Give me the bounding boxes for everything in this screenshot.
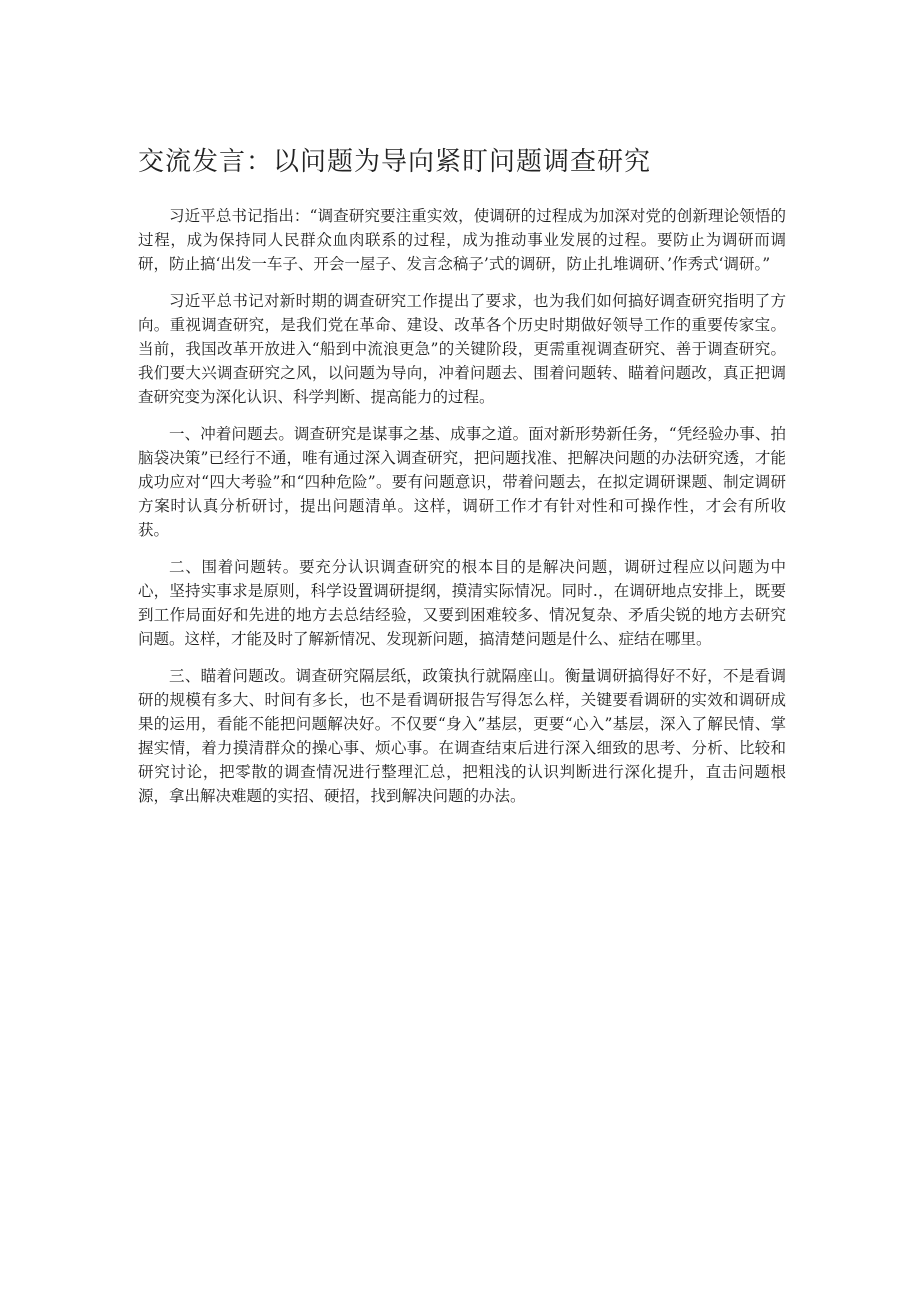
paragraph-overview: 习近平总书记对新时期的调查研究工作提出了要求，也为我们如何搞好调查研究指明了方向。重视调查研究，是我们党在革命、建设、改革各个历史时期做好领导工作的重要传家宝。当前，我国改革开放进入“船到中流浪更急”的关键阶段，更需重视调查研究、善于调查研究。我们要大兴调查研究之风，以问题为导向，冲着问题去、围着问题转、瞄着问题改，真正把调查研究变为深化认识、科学判断、提高能力的过程。 [138, 292, 786, 406]
paragraph-intro-quote: 习近平总书记指出：“调查研究要注重实效，使调研的过程成为加深对党的创新理论领悟的过程，成为保持同人民群众血肉联系的过程，成为推动事业发展的过程。要防止为调研而调研，防止搞‘出发一车子、开会一屋子、发言念稿子’式的调研，防止扎堆调研、’作秀式‘调研。” [138, 207, 786, 273]
document-page [138, 140, 786, 821]
paragraph-section-one: 一、冲着问题去。调查研究是谋事之基、成事之道。面对新形势新任务，“凭经验办事、拍脑袋决策”已经行不通，唯有通过深入调查研究，把问题找准、把解决问题的办法研究透，才能成功应对“四大考验”和“四种危险”。要有问题意识，带着问题去，在拟定调研课题、制定调研方案时认真分析研讨，提出问题清单。这样，调研工作才有针对性和可操作性，才会有所收获。 [138, 425, 786, 539]
paragraph-section-two: 二、围着问题转。要充分认识调查研究的根本目的是解决问题，调研过程应以问题为中心，坚持实事求是原则，科学设置调研提纲，摸清实际情况。同时.，在调研地点安排上，既要到工作局面好和先进的地方去总结经验，又要到困难较多、情况复杂、矛盾尖锐的地方去研究问题。这样，才能及时了解新情况、发现新问题，搞清楚问题是什么、症结在哪里。 [138, 558, 786, 648]
document-title: 交流发言：以问题为导向紧盯问题调查研究 [138, 147, 652, 177]
paragraph-section-three: 三、瞄着问题改。调查研究隔层纸，政策执行就隔座山。衡量调研搞得好不好，不是看调研的规模有多大、时间有多长，也不是看调研报告写得怎么样，关键要看调研的实效和调研成果的运用，看能不能把问题解决好。不仅要“身入”基层，更要“心入”基层，深入了解民情、掌握实情，着力摸清群众的操心事、烦心事。在调查结束后进行深入细致的思考、分析、比较和研究讨论，把零散的调查情况进行整理汇总，把粗浅的认识判断进行深化提升，直击问题根源，拿出解决难题的实招、硬招，找到解决问题的办法。 [138, 667, 786, 805]
